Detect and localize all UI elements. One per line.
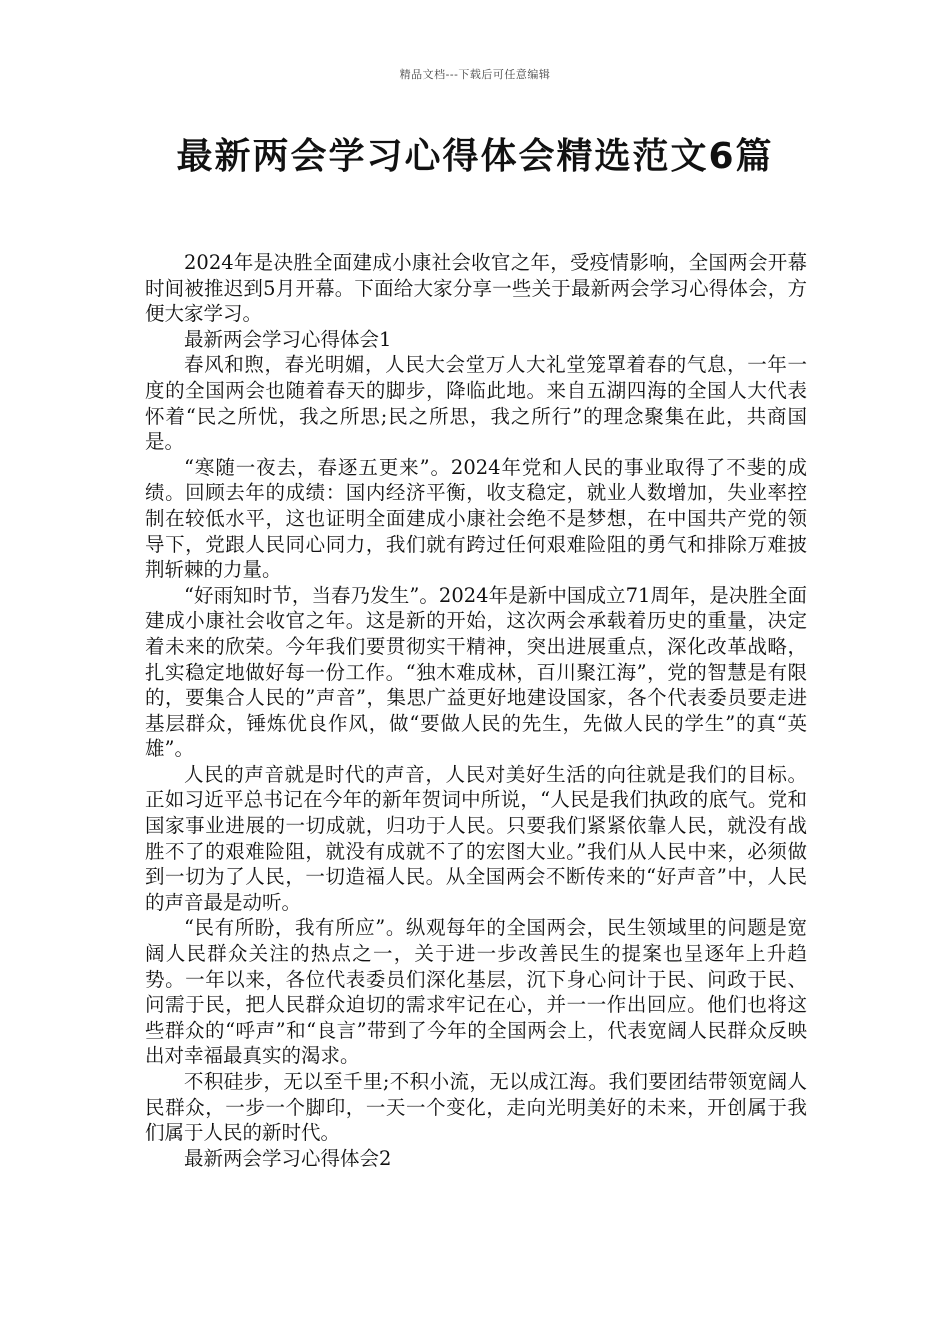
- document-body: [145, 250, 807, 1171]
- page-header-note: 精品文档---下载后可任意编辑: [399, 68, 551, 81]
- section-heading-2: 最新两会学习心得体会2: [184, 1146, 392, 1170]
- body-paragraph: “寒随一夜去，春逐五更来”。2024年党和人民的事业取得了不斐的成绩。回顾去年的成绩：国内经济平衡，收支稳定，就业人数增加，失业率控制在较低水平，这也证明全面建成小康社会绝不是梦想，在中国共产党的领导下，党跟人民同心同力，我们就有跨过任何艰难险阻的勇气和排除万难披荆斩棘的力量。: [145, 455, 807, 582]
- body-paragraph: “好雨知时节，当春乃发生”。2024年是新中国成立71周年，是决胜全面建成小康社会收官之年。这是新的开始，这次两会承载着历史的重量，决定着未来的欣荣。今年我们要贯彻实干精神，突出进展重点，深化改革战略，扎实稳定地做好每一份工作。“独木难成林，百川聚江海”，党的智慧是有限的，要集合人民的”声音”，集思广益更好地建设国家，各个代表委员要走进基层群众，锤炼优良作风，做“要做人民的先生，先做人民的学生”的真“英雄”。: [145, 583, 807, 761]
- document-title: 最新两会学习心得体会精选范文6篇: [176, 136, 774, 177]
- body-paragraph: 春风和煦，春光明媚，人民大会堂万人大礼堂笼罩着春的气息，一年一度的全国两会也随着春天的脚步，降临此地。来自五湖四海的全国人大代表怀着“民之所忧，我之所思;民之所思，我之所行”的理念聚集在此，共商国是。: [145, 353, 807, 454]
- intro-paragraph: 2024年是决胜全面建成小康社会收官之年，受疫情影响，全国两会开幕时间被推迟到5月开幕。下面给大家分享一些关于最新两会学习心得体会，方便大家学习。: [145, 251, 807, 326]
- body-paragraph: 人民的声音就是时代的声音，人民对美好生活的向往就是我们的目标。正如习近平总书记在今年的新年贺词中所说，“人民是我们执政的底气。党和国家事业进展的一切成就，归功于人民。只要我们紧紧依靠人民，就没有战胜不了的艰难险阻，就没有成就不了的宏图大业。”我们从人民中来，必须做到一切为了人民，一切造福人民。从全国两会不断传来的“好声音”中，人民的声音最是动听。: [145, 762, 807, 914]
- section-heading-1: 最新两会学习心得体会1: [184, 327, 392, 351]
- body-paragraph: 不积硅步，无以至千里;不积小流，无以成江海。我们要团结带领宽阔人民群众，一步一个脚印，一天一个变化，走向光明美好的未来，开创属于我们属于人民的新时代。: [145, 1070, 807, 1145]
- body-paragraph: “民有所盼，我有所应”。纵观每年的全国两会，民生领域里的问题是宽阔人民群众关注的热点之一，关于进一步改善民生的提案也呈逐年上升趋势。一年以来，各位代表委员们深化基层，沉下身心问计于民、问政于民、问需于民，把人民群众迫切的需求牢记在心，并一一作出回应。他们也将这些群众的“呼声”和“良言”带到了今年的全国两会上，代表宽阔人民群众反映出对幸福最真实的渴求。: [145, 916, 807, 1068]
